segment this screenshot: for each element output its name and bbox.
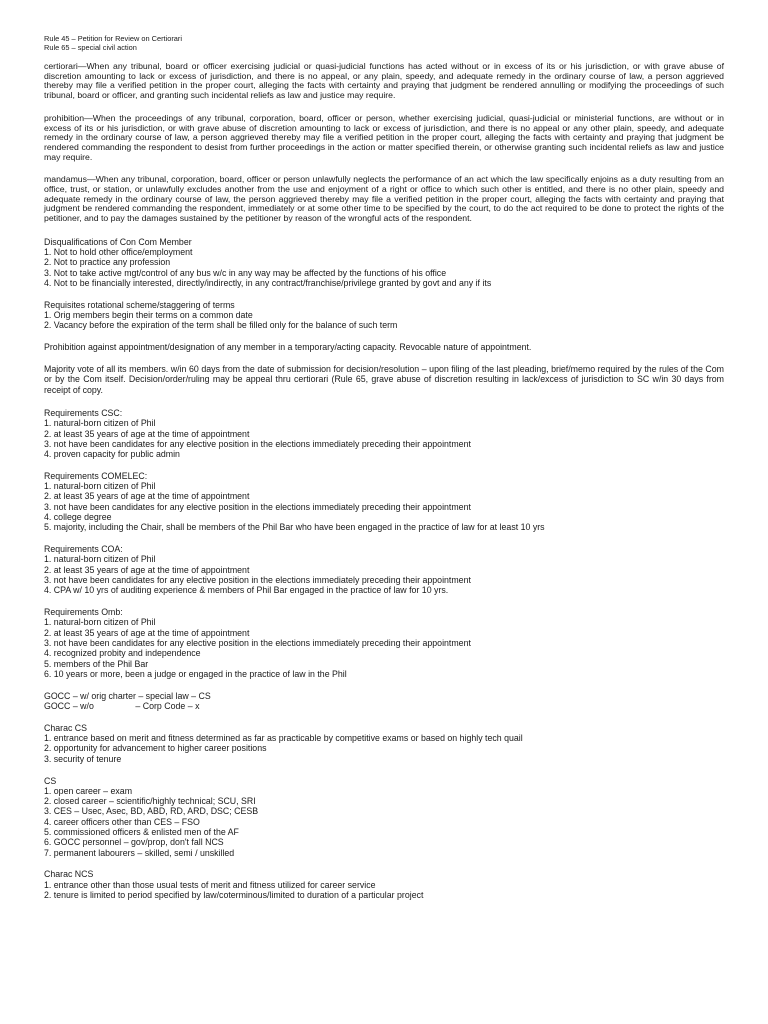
list-item: 1. Not to hold other office/employment: [44, 247, 193, 258]
list-item: 1. natural-born citizen of Phil: [44, 418, 156, 429]
list-item: 3. not have been candidates for any elective position in the elections immediately preceding their appointment: [44, 501, 471, 512]
requirements-comelec-section: [44, 471, 724, 533]
list-item: 4. recognized probity and independence: [44, 648, 201, 659]
header-rule-45: Rule 45 – Petition for Review on Certiorari: [44, 34, 183, 43]
section-title: CS: [44, 775, 57, 786]
list-item: 1. natural-born citizen of Phil: [44, 617, 156, 628]
list-item: 2. Vacancy before the expiration of the term shall be filled only for the balance of such term: [44, 320, 398, 331]
charac-cs-section: [44, 723, 724, 764]
prohibition-note: [44, 342, 724, 352]
list-item: 4. college degree: [44, 512, 112, 523]
page-header: [44, 34, 724, 52]
header-rule-65: Rule 65 – special civil action: [44, 43, 137, 52]
prohibition-paragraph: prohibition—When the proceedings of any tribunal, corporation, board, officer or person, whether exercising judicial, quasi-judicial or ministerial functions, are without or in excess of its or his jurisdiction, or with grave abuse of discretion amounting to lack or excess of jurisdiction, and there is no appeal or any other plain, speedy, and adequate remedy in the ordinary course of law, a person aggrieved thereby may file a verified petition in the proper court, alleging the facts with certainty and praying that judgment be rendered commanding the respondent to desist from further proceedings in the action or matter specified therein, or otherwise granting such incidental reliefs as law and justice may require.: [44, 112, 724, 162]
list-item: 2. Not to practice any profession: [44, 257, 171, 268]
section-title: Disqualifications of Con Com Member: [44, 236, 192, 247]
section-title: Charac NCS: [44, 869, 94, 880]
list-item: 2. at least 35 years of age at the time of appointment: [44, 564, 250, 575]
list-item: 4. career officers other than CES – FSO: [44, 816, 200, 827]
list-item: 5. members of the Phil Bar: [44, 658, 149, 669]
list-item: 2. tenure is limited to period specified by law/coterminous/limited to duration of a particular project: [44, 889, 424, 900]
cs-section: [44, 776, 724, 858]
list-item: 6. 10 years or more, been a judge or engaged in the practice of law in the Phil: [44, 668, 347, 679]
list-item: 3. not have been candidates for any elective position in the elections immediately preceding their appointment: [44, 575, 471, 586]
requirements-coa-section: [44, 544, 724, 595]
list-item: 4. CPA w/ 10 yrs of auditing experience & members of Phil Bar engaged in the practice of law for 10 yrs.: [44, 585, 449, 596]
gocc-section: [44, 691, 724, 712]
list-item: 2. at least 35 years of age at the time of appointment: [44, 627, 250, 638]
majority-vote-paragraph: Majority vote of all its members. w/in 60 days from the date of submission for decision/resolution – upon filing of the last pleading, brief/memo required by the rules of the Com or by the Com itself. Decision/order/ruling may be appeal thru certiorari (Rule 65, grave abuse of discretion resulting in lack/excess of jurisdiction to SC w/in 30 days from receipt of copy.: [44, 364, 724, 395]
rotational-scheme-section: [44, 300, 724, 331]
list-item: 1. entrance based on merit and fitness determined as far as practicable by competitive exams or based on highly tech quail: [44, 733, 523, 744]
list-item: 4. Not to be financially interested, directly/indirectly, in any contract/franchise/privilege granted by govt and any if its: [44, 278, 492, 289]
list-item: 5. commissioned officers & enlisted men of the AF: [44, 827, 239, 837]
list-item: 2. at least 35 years of age at the time of appointment: [44, 428, 250, 439]
section-title: Requirements COMELEC:: [44, 470, 148, 481]
list-item: 1. entrance other than those usual tests of merit and fitness utilized for career service: [44, 879, 376, 890]
section-title: Requirements COA:: [44, 544, 123, 555]
disqualifications-section: [44, 237, 724, 288]
list-item: 4. proven capacity for public admin: [44, 449, 180, 460]
list-item: 2. closed career – scientific/highly technical; SCU, SRI: [44, 796, 256, 807]
requirements-omb-section: [44, 607, 724, 679]
section-title: Requirements CSC:: [44, 407, 123, 418]
mandamus-paragraph: mandamus—When any tribunal, corporation, board, officer or person unlawfully neglects the performance of an act which the law specifically enjoins as a duty resulting from an office, trust, or station, or unlawfully excludes another from the use and enjoyment of a right or office to which such other is entitled, and there is no other plain, speedy and adequate remedy in the ordinary course of law, the person aggrieved thereby may file a verified petition in the proper court, alleging the facts with certainty and praying that judgment be rendered commanding the respondent, immediately or at some other time to be specified by the court, to do the act required to be done to protect the rights of the petitioner, and to pay the damages sustained by the petitioner by reason of the wrongful acts of the respondent.: [44, 174, 724, 224]
list-item: 5. majority, including the Chair, shall be members of the Phil Bar who have been engaged in the practice of law for at least 10 yrs: [44, 522, 545, 533]
list-item: 2. opportunity for advancement to higher career positions: [44, 743, 267, 754]
list-item: 1. natural-born citizen of Phil: [44, 481, 156, 492]
section-title: Charac CS: [44, 722, 88, 733]
list-item: 3. Not to take active mgt/control of any bus w/c in any way may be affected by the functions of his office: [44, 267, 447, 278]
charac-ncs-section: [44, 869, 724, 900]
gocc-without-charter-line: GOCC – w/o – Corp Code – x: [44, 701, 200, 712]
list-item: 1. Orig members begin their terms on a common date: [44, 310, 253, 321]
list-item: 3. not have been candidates for any elective position in the elections immediately preceding their appointment: [44, 438, 471, 449]
list-item: 3. security of tenure: [44, 753, 122, 764]
list-item: 3. CES – Usec, Asec, BD, ABD, RD, ARD, DSC; CESB: [44, 806, 259, 817]
list-item: 2. at least 35 years of age at the time of appointment: [44, 491, 250, 502]
list-item: 1. open career – exam: [44, 785, 133, 796]
list-item: 7. permanent labourers – skilled, semi / unskilled: [44, 847, 235, 858]
gocc-orig-charter-line: GOCC – w/ orig charter – special law – CS: [44, 690, 211, 701]
list-item: 1. natural-born citizen of Phil: [44, 554, 156, 565]
document-page: [44, 34, 724, 912]
prohibition-note-text: Prohibition against appointment/designation of any member in a temporary/acting capacity. Revocable nature of appointment.: [44, 342, 532, 353]
list-item: 3. not have been candidates for any elective position in the elections immediately preceding their appointment: [44, 638, 471, 649]
requirements-csc-section: [44, 408, 724, 459]
certiorari-paragraph: certiorari—When any tribunal, board or officer exercising judicial or quasi-judicial functions has acted without or in excess of its or his jurisdiction, or with grave abuse of discretion amounting to lack or excess of jurisdiction, and there is no appeal, or any plain, speedy, and adequate remedy in the ordinary course of law, a person aggrieved thereby may file a verified petition in the proper court, alleging the facts with certainty and praying that judgment be rendered annulling or modifying the proceedings of such tribunal, board or officer, and granting such incidental reliefs as law and justice may require.: [44, 61, 724, 101]
section-title: Requisites rotational scheme/staggering of terms: [44, 299, 235, 310]
list-item: 6. GOCC personnel – gov/prop, don't fall NCS: [44, 837, 224, 848]
section-title: Requirements Omb:: [44, 607, 123, 618]
